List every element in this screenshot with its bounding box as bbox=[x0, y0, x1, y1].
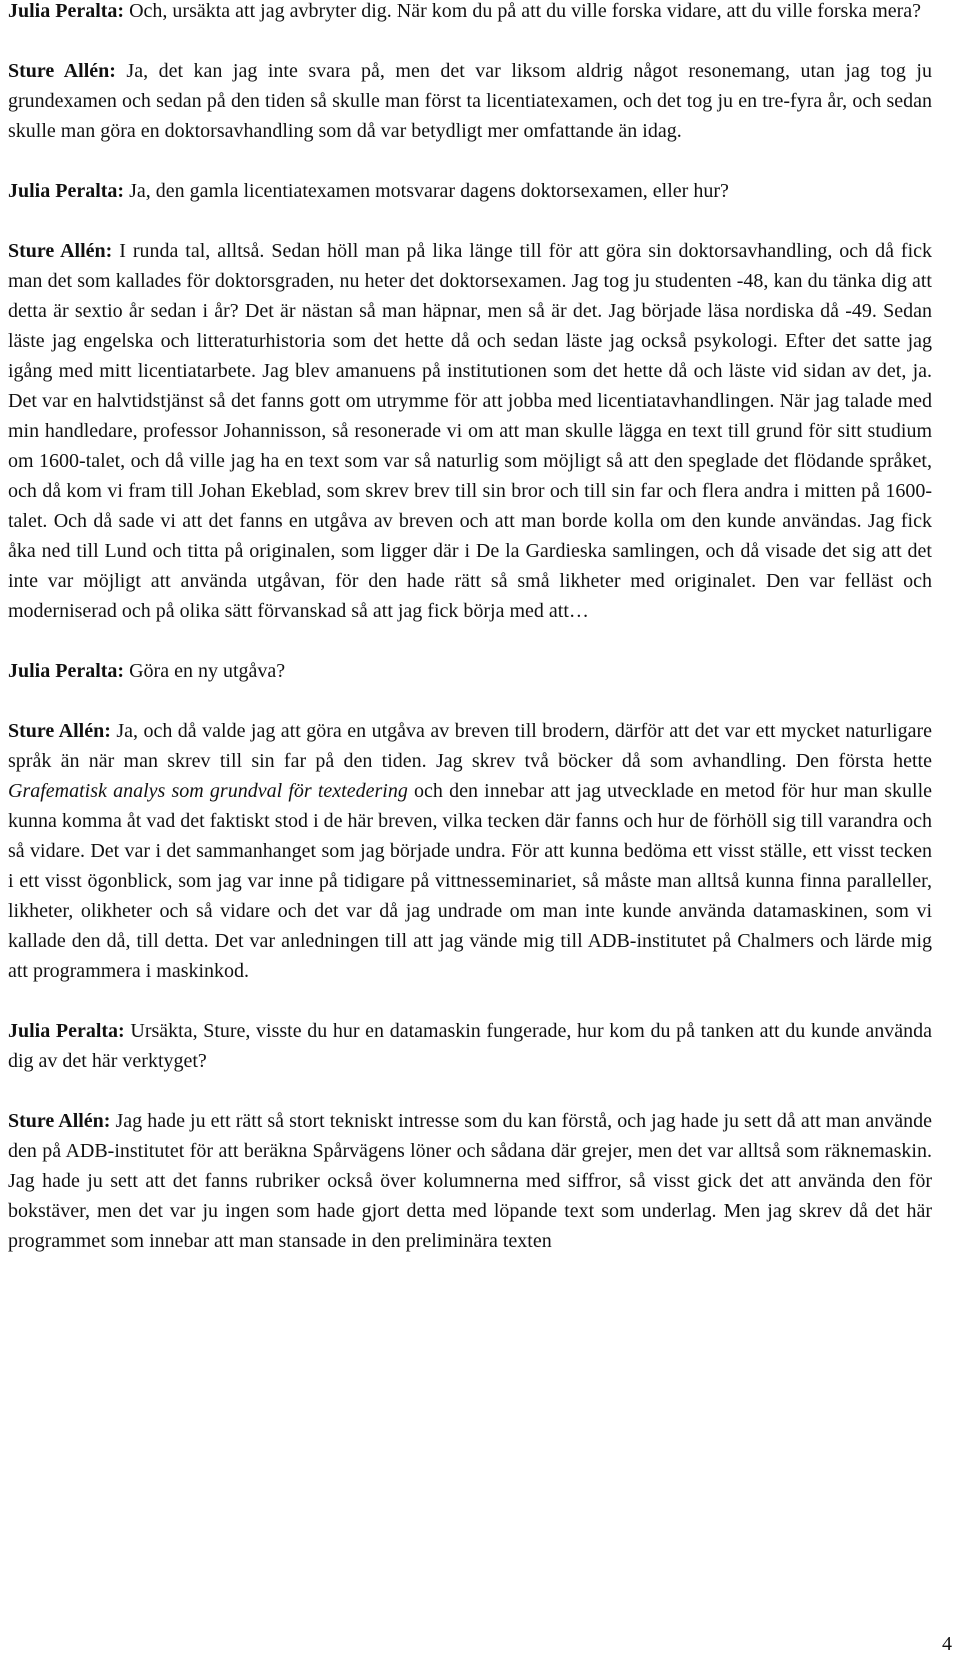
speech-text: Och, ursäkta att jag avbryter dig. När kom du på att du ville forska vidare, att du ville forska mera? bbox=[124, 0, 922, 22]
speech-text: Ursäkta, Sture, visste du hur en datamaskin fungerade, hur kom du på tanken att du kunde använda dig av det här verktyget? bbox=[8, 1020, 932, 1072]
transcript-paragraph bbox=[8, 56, 932, 146]
speech-text: Ja, och då valde jag att göra en utgåva av breven till brodern, därför att det var ett mycket naturligare språk än när man skrev till sin far på den tiden. Jag skrev två böcker då som avhandling. Den första hette bbox=[8, 720, 932, 772]
transcript-paragraph bbox=[8, 1106, 932, 1256]
interview-transcript bbox=[8, 0, 932, 1256]
speaker-name: Julia Peralta: bbox=[8, 660, 125, 682]
speech-text: Göra en ny utgåva? bbox=[124, 660, 286, 682]
transcript-paragraph bbox=[8, 1016, 932, 1076]
speaker-name: Julia Peralta: bbox=[8, 180, 125, 202]
speaker-name: Julia Peralta: bbox=[8, 0, 125, 22]
speech-text: Ja, den gamla licentiatexamen motsvarar dagens doktorsexamen, eller hur? bbox=[124, 180, 729, 202]
speech-text: Jag hade ju ett rätt så stort tekniskt intresse som du kan förstå, och jag hade ju sett då att man använde den på ADB-institutet för att beräkna Spårvägens löner och sådana där grejer, men det var alltså som räknemaskin. Jag hade ju sett att det fanns rubriker också över kolumnerna med siffror, så visst gick det att använda den för bokstäver, men det var ju ingen som hade gjort detta med löpande text som underlag. Men jag skrev då det här programmet som innebar att man stansade in den preliminära texten bbox=[8, 1110, 932, 1252]
speaker-name: Sture Allén: bbox=[8, 1110, 111, 1132]
speaker-name: Sture Allén: bbox=[8, 60, 116, 82]
speech-text: I runda tal, alltså. Sedan höll man på lika länge till för att göra sin doktorsavhandling, och då fick man det som kallades för doktorsgraden, nu heter det doktorsexamen. Jag tog ju studenten -48, kan du tänka dig att detta är sextio år sedan i år? Det är nästan så man häpnar, men så är det. Jag började läsa nordiska då -49. Sedan läste jag engelska och litteraturhistoria som det hette då och sedan läste jag också psykologi. Efter det satte jag igång med mitt licentiatarbete. Jag blev amanuens på institutionen som det hette då och läste vid sidan av det, ja. Det var en halvtidstjänst så det fanns gott om utrymme för att jobba med licentiatavhandlingen. När jag talade med min handledare, professor Johannisson, så resonerade vi om att man skulle lägga en text till grund för sitt studium om 1600-talet, och då ville jag ha en text som var så naturlig som möjligt så att den speglade det flödande språket, och då kom vi fram till Johan Ekeblad, som skrev brev till sin bror och till sin far och flera andra i mitten på 1600-talet. Och då sade vi att det fanns en utgåva av breven och att man borde kolla om den kunde användas. Jag fick åka ned till Lund och titta på originalen, som ligger där i De la Gardieska samlingen, och då visade det sig att det inte var möjligt att använda utgåvan, för den hade rätt så små likheter med originalet. Den var felläst och moderniserad och på olika sätt förvanskad så att jag fick börja med att… bbox=[8, 240, 932, 622]
transcript-paragraph bbox=[8, 236, 932, 626]
speaker-name: Julia Peralta: bbox=[8, 1020, 125, 1042]
book-title: Grafematisk analys som grundval för textedering bbox=[8, 780, 408, 802]
speech-text: och den innebar att jag utvecklade en metod för hur man skulle kunna komma åt vad det faktiskt stod i de här breven, vilka tecken där fanns och hur de förhöll sig till varandra och så vidare. Det var i det sammanhanget som jag började undra. För att kunna bedöma ett visst ställe, ett visst tecken i ett visst ögonblick, som jag var inne på tidigare på vittnesseminariet, så måste man alltså kunna finna paralleller, likheter, olikheter och så vidare och det var då jag undrade om man inte kunde använda datamaskinen, som vi kallade den då, till detta. Det var anledningen till att jag vände mig till ADB-institutet på Chalmers och lärde mig att programmera i maskinkod. bbox=[8, 780, 933, 982]
transcript-paragraph bbox=[8, 716, 932, 986]
page-number: 4 bbox=[942, 1633, 952, 1655]
speech-text: Ja, det kan jag inte svara på, men det var liksom aldrig något resonemang, utan jag tog ju grundexamen och sedan på den tiden så skulle man först ta licentiatexamen, och det tog ju en tre-fyra år, och sedan skulle man göra en doktorsavhandling som då var betydligt mer omfattande än idag. bbox=[8, 60, 932, 142]
transcript-paragraph bbox=[8, 656, 932, 686]
speaker-name: Sture Allén: bbox=[8, 240, 113, 262]
speaker-name: Sture Allén: bbox=[8, 720, 111, 742]
transcript-paragraph bbox=[8, 176, 932, 206]
transcript-paragraph bbox=[8, 0, 932, 26]
